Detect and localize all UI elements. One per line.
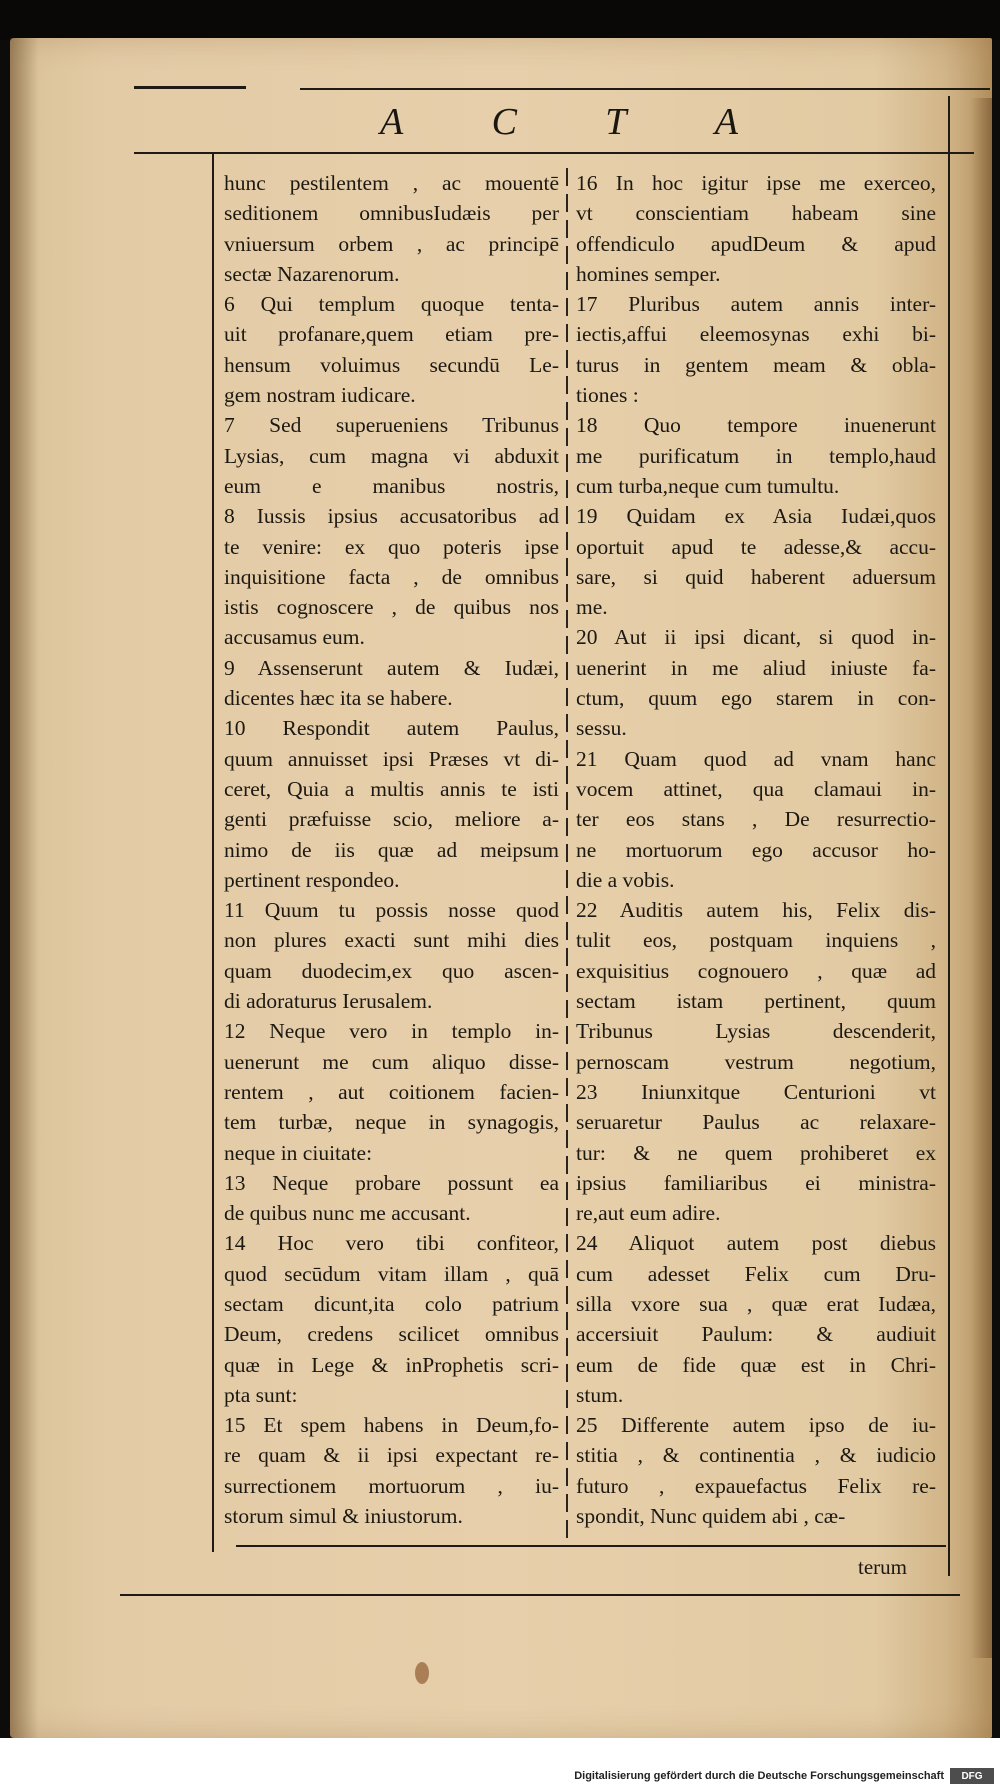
header-rule-top: [134, 86, 246, 89]
text-line: sectam dicunt,ita colo patrium: [224, 1291, 559, 1316]
text-line: me purificatum in templo,haud: [576, 443, 936, 468]
text-line: genti præfuisse scio, meliore a-: [224, 807, 559, 832]
right-text-column: [576, 168, 936, 1531]
frame-rule-right: [948, 96, 950, 1576]
text-line: eum e manibus nostris,: [224, 473, 559, 498]
text-line: 6 Qui templum quoque tenta-: [224, 292, 559, 317]
text-line: 11 Quum tu possis nosse quod: [224, 898, 559, 923]
text-line: quum annuisset ipsi Præses vt di-: [224, 746, 559, 771]
text-line: ipsius familiaribus ei ministra-: [576, 1170, 936, 1195]
text-line: 9 Assenserunt autem & Iudæi,: [224, 655, 559, 680]
text-line: stum.: [576, 1382, 624, 1407]
header-rule-bottom: [134, 152, 974, 154]
text-line: uenerunt me cum aliquo disse-: [224, 1049, 559, 1074]
text-line: inquisitione facta , de omnibus: [224, 564, 559, 589]
text-line: ceret, Quia a multis annis te isti: [224, 776, 559, 801]
text-line: nimo de iis quæ ad meipsum: [224, 837, 559, 862]
text-line: Deum, credens scilicet omnibus: [224, 1322, 559, 1347]
text-line: te venire: ex quo poteris ipse: [224, 534, 559, 559]
text-line: re,aut eum adire.: [576, 1201, 721, 1226]
text-line: storum simul & iniustorum.: [224, 1504, 463, 1529]
catchword: terum: [858, 1555, 907, 1579]
text-line: ctum, quum ego starem in con-: [576, 686, 936, 711]
digitization-credit: Digitalisierung gefördert durch die Deutsche Forschungsgemeinschaft: [574, 1770, 944, 1782]
text-line: exquisitius cognouero , quæ ad: [576, 958, 936, 983]
text-line: non plures exacti sunt mihi dies: [224, 928, 559, 953]
text-line: stitia , & continentia , & iudicio: [576, 1443, 936, 1468]
text-line: quæ in Lege & inProphetis scri-: [224, 1352, 559, 1377]
text-line: silla vxore sua , quæ erat Iudæa,: [576, 1291, 936, 1316]
text-line: tur: & ne quem prohiberet ex: [576, 1140, 936, 1165]
text-line: neque in ciuitate:: [224, 1140, 373, 1165]
header-letter: A: [714, 101, 740, 143]
text-line: ne mortuorum ego accusor ho-: [576, 837, 936, 862]
text-line: 10 Respondit autem Paulus,: [224, 716, 559, 741]
text-line: turus in gentem meam & obla-: [576, 352, 936, 377]
text-line: seruaretur Paulus ac relaxare-: [576, 1110, 936, 1135]
text-line: 21 Quam quod ad vnam hanc: [576, 746, 936, 771]
text-line: accersiuit Paulum: & audiuit: [576, 1322, 936, 1347]
left-text-column: [224, 168, 559, 1531]
text-line: cum turba,neque cum tumultu.: [576, 473, 840, 498]
text-line: hunc pestilentem , ac mouentē: [224, 171, 559, 195]
text-line: die a vobis.: [576, 867, 675, 892]
text-line: 17 Pluribus autem annis inter-: [576, 292, 936, 317]
text-line: eum de fide quæ est in Chri-: [576, 1352, 936, 1377]
text-line: sare, si quid haberent aduersum: [576, 564, 936, 589]
text-line: hensum voluimus secundū Le-: [224, 352, 559, 377]
text-line: 13 Neque probare possunt ea: [224, 1170, 559, 1195]
text-line: seditionem omnibusIudæis per: [224, 201, 559, 226]
text-line: gem nostram iudicare.: [224, 383, 416, 408]
text-line: de quibus nunc me accusant.: [224, 1201, 471, 1226]
text-line: Tribunus Lysias descenderit,: [576, 1019, 936, 1044]
text-line: uenerint in me aliud iniuste fa-: [576, 655, 936, 680]
frame-rule-left: [212, 152, 214, 1552]
text-line: accusamus eum.: [224, 625, 365, 650]
bottom-rule: [120, 1594, 960, 1596]
text-line: tulit eos, postquam inquiens ,: [576, 928, 936, 953]
text-line: re quam & ii ipsi expectant re-: [224, 1443, 559, 1468]
text-line: 8 Iussis ipsius accusatoribus ad: [224, 504, 559, 529]
text-line: futuro , expauefactus Felix re-: [576, 1473, 936, 1498]
page-gutter-shadow: [10, 38, 38, 1738]
text-line: spondit, Nunc quidem abi , cæ-: [576, 1504, 846, 1529]
text-line: 15 Et spem habens in Deum,fo-: [224, 1413, 559, 1438]
text-line: pta sunt:: [224, 1382, 298, 1407]
text-line: vocem attinet, qua clamaui in-: [576, 776, 936, 801]
text-line: uit profanare,quem etiam pre-: [224, 322, 559, 347]
text-line: 20 Aut ii ipsi dicant, si quod in-: [576, 625, 936, 650]
text-line: Lysias, cum magna vi abduxit: [224, 443, 559, 468]
text-line: cum adesset Felix cum Dru-: [576, 1261, 936, 1286]
paper-stain: [415, 1662, 429, 1684]
header-letter: C: [491, 101, 519, 143]
text-line: 19 Quidam ex Asia Iudæi,quos: [576, 504, 936, 529]
text-line: 23 Iniunxitque Centurioni vt: [576, 1079, 936, 1104]
text-line: 22 Auditis autem his, Felix dis-: [576, 898, 936, 923]
dfg-logo: DFG: [950, 1768, 994, 1784]
text-line: surrectionem mortuorum , iu-: [224, 1473, 559, 1498]
text-line: offendiculo apudDeum & apud: [576, 231, 936, 256]
text-line: vniuersum orbem , ac principē: [224, 231, 559, 256]
header-letter: A: [380, 101, 406, 143]
footer-rule: [236, 1545, 946, 1547]
header-rule-top-right: [300, 88, 990, 90]
text-line: 12 Neque vero in templo in-: [224, 1019, 559, 1044]
text-line: pertinent respondeo.: [224, 867, 400, 892]
text-line: pernoscam vestrum negotium,: [576, 1049, 936, 1074]
text-line: ter eos stans , De resurrectio-: [576, 807, 936, 832]
text-line: vt conscientiam habeam sine: [576, 201, 936, 226]
text-line: istis cognoscere , de quibus nos: [224, 595, 559, 620]
text-line: tem turbæ, neque in synagogis,: [224, 1110, 559, 1135]
header-letter: T: [605, 101, 629, 143]
text-line: sectam istam pertinent, quum: [576, 989, 936, 1014]
text-line: tiones :: [576, 383, 639, 408]
text-line: homines semper.: [576, 261, 721, 286]
text-line: quam duodecim,ex quo ascen-: [224, 958, 559, 983]
text-line: iectis,affui eleemosynas exhi bi-: [576, 322, 936, 347]
text-line: oportuit apud te adesse,& accu-: [576, 534, 936, 559]
text-line: sessu.: [576, 716, 627, 741]
text-line: dicentes hæc ita se habere.: [224, 686, 453, 711]
text-line: quod secūdum vitam illam , quā: [224, 1261, 559, 1286]
text-line: di adoraturus Ierusalem.: [224, 989, 433, 1014]
text-line: sectæ Nazarenorum.: [224, 261, 400, 286]
text-line: rentem , aut coitionem facien-: [224, 1079, 559, 1104]
text-line: 18 Quo tempore inuenerunt: [576, 413, 936, 438]
running-header-acta: [380, 92, 740, 152]
text-line: 25 Differente autem ipso de iu-: [576, 1413, 936, 1438]
text-line: 24 Aliquot autem post diebus: [576, 1231, 936, 1256]
scan-border-top: [0, 0, 1000, 40]
column-divider: [566, 168, 568, 1540]
text-line: 14 Hoc vero tibi confiteor,: [224, 1231, 559, 1256]
text-line: 7 Sed superueniens Tribunus: [224, 413, 559, 438]
text-line: 16 In hoc igitur ipse me exerceo,: [576, 171, 936, 195]
page-edge-shadow: [970, 98, 992, 1658]
text-line: me.: [576, 595, 608, 620]
